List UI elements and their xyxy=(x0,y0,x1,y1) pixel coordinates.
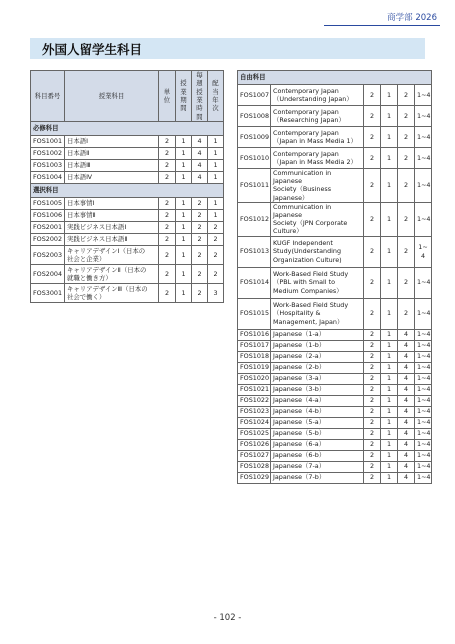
cell-year: 1 xyxy=(208,135,224,147)
table-row xyxy=(238,406,432,417)
cell-weekly: 4 xyxy=(192,159,208,171)
cell-name: Japanese（3-a） xyxy=(271,373,364,384)
cell-credits: 2 xyxy=(159,283,176,302)
table-row xyxy=(31,233,224,245)
cell-weekly: 2 xyxy=(398,298,415,329)
cell-credits: 2 xyxy=(364,85,381,106)
cell-lecture: 1 xyxy=(381,439,398,450)
cell-weekly: 4 xyxy=(398,395,415,406)
cell-lecture: 1 xyxy=(381,106,398,127)
cell-code: FOS1003 xyxy=(31,159,65,171)
cell-weekly: 4 xyxy=(398,373,415,384)
cell-lecture: 1 xyxy=(381,461,398,472)
cell-name: 日本事情Ⅱ xyxy=(65,209,159,221)
table-row xyxy=(238,329,432,340)
cell-year: 1 xyxy=(208,209,224,221)
cell-lecture: 1 xyxy=(381,267,398,298)
cell-name: Japanese（4-b） xyxy=(271,406,364,417)
cell-weekly: 4 xyxy=(398,406,415,417)
table-row xyxy=(238,461,432,472)
cell-name: キャリアデザインⅠ（日本の 社会と企業） xyxy=(65,245,159,264)
cell-lecture: 1 xyxy=(381,362,398,373)
cell-lecture: 1 xyxy=(176,197,192,209)
header-label: 商学部 2026 xyxy=(387,13,437,23)
cell-name: Work-Based Field Study （Hospitality & Management, Japan） xyxy=(271,298,364,329)
cell-code: FOS1019 xyxy=(238,362,271,373)
cell-code: FOS2003 xyxy=(31,245,65,264)
cell-lecture: 1 xyxy=(381,395,398,406)
cell-year: 1 xyxy=(208,171,224,183)
cell-code: FOS1013 xyxy=(238,236,271,267)
cell-weekly: 2 xyxy=(192,233,208,245)
cell-name: Japanese（4-a） xyxy=(271,395,364,406)
cell-year: 1~4 xyxy=(415,472,432,483)
table-row xyxy=(238,439,432,450)
cell-year: 3 xyxy=(208,283,224,302)
cell-code: FOS1026 xyxy=(238,439,271,450)
cell-weekly: 2 xyxy=(192,245,208,264)
cell-name: Communication in Japanese Society（JPN Corporate Culture） xyxy=(271,202,364,236)
cell-code: FOS2001 xyxy=(31,221,65,233)
cell-year: 2 xyxy=(208,233,224,245)
cell-credits: 2 xyxy=(364,127,381,148)
table-row xyxy=(31,264,224,283)
cell-year: 1~4 xyxy=(415,169,432,203)
cell-weekly: 2 xyxy=(398,127,415,148)
right-section-row xyxy=(238,71,432,85)
table-row xyxy=(31,147,224,159)
cell-weekly: 2 xyxy=(398,236,415,267)
section-title: 選択科目 xyxy=(31,183,224,197)
table-row xyxy=(31,171,224,183)
cell-name: Japanese（7-b） xyxy=(271,472,364,483)
table-row xyxy=(238,169,432,203)
cell-weekly: 2 xyxy=(192,209,208,221)
cell-credits: 2 xyxy=(364,329,381,340)
cell-name: Contemporary Japan （Japan in Mass Media 2） xyxy=(271,148,364,169)
cell-code: FOS1011 xyxy=(238,169,271,203)
cell-name: 日本語Ⅲ xyxy=(65,159,159,171)
table-row xyxy=(238,450,432,461)
cell-weekly: 4 xyxy=(398,329,415,340)
cell-weekly: 4 xyxy=(398,351,415,362)
cell-name: Japanese（6-b） xyxy=(271,450,364,461)
cell-name: 日本語Ⅳ xyxy=(65,171,159,183)
cell-lecture: 1 xyxy=(381,406,398,417)
cell-weekly: 2 xyxy=(398,85,415,106)
cell-year: 1~4 xyxy=(415,406,432,417)
title-band xyxy=(30,38,425,59)
table-row xyxy=(31,197,224,209)
cell-code: FOS3001 xyxy=(31,283,65,302)
col-header-name: 授業科目 xyxy=(65,71,159,122)
cell-year: 1~4 xyxy=(415,395,432,406)
cell-name: Contemporary Japan （Understanding Japan） xyxy=(271,85,364,106)
cell-weekly: 2 xyxy=(398,169,415,203)
cell-weekly: 4 xyxy=(398,384,415,395)
cell-credits: 2 xyxy=(364,450,381,461)
cell-lecture: 1 xyxy=(381,450,398,461)
cell-code: FOS1027 xyxy=(238,450,271,461)
cell-credits: 2 xyxy=(364,395,381,406)
cell-year: 2 xyxy=(208,221,224,233)
cell-lecture: 1 xyxy=(381,127,398,148)
table-row xyxy=(31,135,224,147)
cell-credits: 2 xyxy=(364,148,381,169)
cell-weekly: 4 xyxy=(192,171,208,183)
cell-lecture: 1 xyxy=(381,340,398,351)
cell-credits: 2 xyxy=(364,202,381,236)
page-title: 外国人留学生科目 xyxy=(42,42,143,57)
cell-credits: 2 xyxy=(364,351,381,362)
cell-code: FOS1029 xyxy=(238,472,271,483)
cell-year: 1 xyxy=(208,147,224,159)
header-rule xyxy=(324,25,440,26)
cell-lecture: 1 xyxy=(381,298,398,329)
cell-year: 1~4 xyxy=(415,461,432,472)
cell-name: Contemporary Japan （Japan in Mass Media 1） xyxy=(271,127,364,148)
cell-credits: 2 xyxy=(364,298,381,329)
table-row xyxy=(238,384,432,395)
cell-weekly: 4 xyxy=(192,135,208,147)
cell-name: Communication in Japanese Society（Business Japanese） xyxy=(271,169,364,203)
col-header-code: 科目番号 xyxy=(31,71,65,122)
cell-credits: 2 xyxy=(364,169,381,203)
cell-lecture: 1 xyxy=(176,221,192,233)
cell-year: 1~ 4 xyxy=(415,236,432,267)
cell-credits: 2 xyxy=(364,428,381,439)
table-row xyxy=(31,283,224,302)
cell-year: 1~4 xyxy=(415,439,432,450)
table-row xyxy=(238,236,432,267)
cell-lecture: 1 xyxy=(176,209,192,221)
cell-year: 1~4 xyxy=(415,373,432,384)
cell-credits: 2 xyxy=(364,236,381,267)
cell-lecture: 1 xyxy=(176,159,192,171)
cell-weekly: 2 xyxy=(192,283,208,302)
table-row xyxy=(31,159,224,171)
table-row xyxy=(238,267,432,298)
cell-name: Japanese（1-b） xyxy=(271,340,364,351)
cell-year: 1~4 xyxy=(415,127,432,148)
table-row xyxy=(31,221,224,233)
cell-code: FOS1014 xyxy=(238,267,271,298)
cell-lecture: 1 xyxy=(381,351,398,362)
left-header-row xyxy=(31,71,224,122)
cell-credits: 2 xyxy=(364,461,381,472)
col-header-credits: 単位 xyxy=(159,71,176,122)
cell-credits: 2 xyxy=(364,267,381,298)
cell-credits: 2 xyxy=(159,264,176,283)
cell-credits: 2 xyxy=(159,147,176,159)
table-row xyxy=(238,106,432,127)
table-row xyxy=(238,417,432,428)
table-row xyxy=(238,127,432,148)
cell-name: 日本事情Ⅰ xyxy=(65,197,159,209)
cell-weekly: 4 xyxy=(192,147,208,159)
cell-lecture: 1 xyxy=(176,171,192,183)
cell-year: 1~4 xyxy=(415,340,432,351)
table-row xyxy=(238,148,432,169)
cell-lecture: 1 xyxy=(381,373,398,384)
cell-code: FOS2002 xyxy=(31,233,65,245)
cell-name: Japanese（5-b） xyxy=(271,428,364,439)
table-row xyxy=(238,395,432,406)
cell-lecture: 1 xyxy=(176,283,192,302)
cell-weekly: 4 xyxy=(398,362,415,373)
table-row xyxy=(238,472,432,483)
cell-name: 日本語Ⅱ xyxy=(65,147,159,159)
cell-lecture: 1 xyxy=(176,264,192,283)
page-number: - 102 - xyxy=(213,613,242,623)
cell-code: FOS1010 xyxy=(238,148,271,169)
cell-weekly: 2 xyxy=(398,106,415,127)
cell-credits: 2 xyxy=(364,406,381,417)
cell-name: Japanese（6-a） xyxy=(271,439,364,450)
cell-code: FOS1025 xyxy=(238,428,271,439)
cell-weekly: 4 xyxy=(398,439,415,450)
cell-credits: 2 xyxy=(364,384,381,395)
cell-code: FOS1009 xyxy=(238,127,271,148)
cell-code: FOS1004 xyxy=(31,171,65,183)
cell-name: Japanese（5-a） xyxy=(271,417,364,428)
table-row xyxy=(31,209,224,221)
cell-credits: 2 xyxy=(159,245,176,264)
cell-weekly: 4 xyxy=(398,450,415,461)
cell-lecture: 1 xyxy=(176,245,192,264)
cell-lecture: 1 xyxy=(381,472,398,483)
cell-credits: 2 xyxy=(364,106,381,127)
table-row xyxy=(238,362,432,373)
cell-name: キャリアデザインⅡ（日本の 就職と働き方） xyxy=(65,264,159,283)
cell-code: FOS2004 xyxy=(31,264,65,283)
table-row xyxy=(238,340,432,351)
left-table-body xyxy=(31,71,224,303)
cell-name: Japanese（2-b） xyxy=(271,362,364,373)
cell-credits: 2 xyxy=(159,159,176,171)
cell-year: 1~4 xyxy=(415,298,432,329)
left-course-table xyxy=(30,70,224,303)
cell-code: FOS1002 xyxy=(31,147,65,159)
right-course-table xyxy=(237,70,432,484)
cell-year: 1~4 xyxy=(415,351,432,362)
cell-code: FOS1015 xyxy=(238,298,271,329)
cell-year: 1~4 xyxy=(415,362,432,373)
col-header-weekly: 毎週 授業 時間 xyxy=(192,71,208,122)
cell-name: Japanese（3-b） xyxy=(271,384,364,395)
cell-weekly: 4 xyxy=(398,428,415,439)
cell-lecture: 1 xyxy=(381,85,398,106)
cell-credits: 2 xyxy=(159,197,176,209)
col-header-lecture: 授業 期間 xyxy=(176,71,192,122)
cell-name: Japanese（2-a） xyxy=(271,351,364,362)
cell-weekly: 2 xyxy=(398,148,415,169)
cell-year: 1~4 xyxy=(415,106,432,127)
cell-credits: 2 xyxy=(364,340,381,351)
cell-name: KUGF Independent Study(Understanding Organization Culture) xyxy=(271,236,364,267)
cell-year: 1 xyxy=(208,159,224,171)
cell-name: Japanese（1-a） xyxy=(271,329,364,340)
cell-lecture: 1 xyxy=(381,202,398,236)
table-row xyxy=(31,245,224,264)
cell-credits: 2 xyxy=(159,135,176,147)
cell-code: FOS1020 xyxy=(238,373,271,384)
cell-credits: 2 xyxy=(364,373,381,384)
cell-code: FOS1022 xyxy=(238,395,271,406)
table-row xyxy=(238,202,432,236)
cell-code: FOS1008 xyxy=(238,106,271,127)
section-row xyxy=(31,183,224,197)
cell-weekly: 2 xyxy=(398,267,415,298)
cell-year: 2 xyxy=(208,245,224,264)
cell-code: FOS1012 xyxy=(238,202,271,236)
cell-credits: 2 xyxy=(364,439,381,450)
cell-lecture: 1 xyxy=(381,236,398,267)
section-row xyxy=(31,121,224,135)
cell-year: 1~4 xyxy=(415,450,432,461)
cell-year: 1~4 xyxy=(415,329,432,340)
table-row xyxy=(238,351,432,362)
section-free: 自由科目 xyxy=(238,71,432,85)
cell-lecture: 1 xyxy=(381,148,398,169)
cell-lecture: 1 xyxy=(176,135,192,147)
cell-lecture: 1 xyxy=(176,233,192,245)
cell-code: FOS1006 xyxy=(31,209,65,221)
cell-credits: 2 xyxy=(364,362,381,373)
cell-name: 実践ビジネス日本語Ⅱ xyxy=(65,233,159,245)
cell-credits: 2 xyxy=(364,417,381,428)
cell-lecture: 1 xyxy=(381,384,398,395)
cell-year: 1~4 xyxy=(415,85,432,106)
cell-year: 1~4 xyxy=(415,384,432,395)
cell-code: FOS1016 xyxy=(238,329,271,340)
cell-lecture: 1 xyxy=(381,169,398,203)
cell-credits: 2 xyxy=(159,209,176,221)
cell-year: 1~4 xyxy=(415,417,432,428)
cell-code: FOS1021 xyxy=(238,384,271,395)
cell-credits: 2 xyxy=(159,221,176,233)
cell-credits: 2 xyxy=(159,233,176,245)
cell-year: 1~4 xyxy=(415,148,432,169)
cell-name: 実践ビジネス日本語Ⅰ xyxy=(65,221,159,233)
cell-weekly: 2 xyxy=(192,221,208,233)
table-row xyxy=(238,428,432,439)
cell-lecture: 1 xyxy=(381,417,398,428)
col-header-year: 配当 年次 xyxy=(208,71,224,122)
cell-code: FOS1001 xyxy=(31,135,65,147)
cell-weekly: 4 xyxy=(398,461,415,472)
cell-year: 1~4 xyxy=(415,202,432,236)
cell-weekly: 4 xyxy=(398,340,415,351)
cell-name: Japanese（7-a） xyxy=(271,461,364,472)
cell-weekly: 4 xyxy=(398,472,415,483)
cell-code: FOS1005 xyxy=(31,197,65,209)
cell-weekly: 2 xyxy=(192,264,208,283)
cell-weekly: 4 xyxy=(398,417,415,428)
cell-name: 日本語Ⅰ xyxy=(65,135,159,147)
cell-lecture: 1 xyxy=(176,147,192,159)
cell-year: 1~4 xyxy=(415,267,432,298)
cell-code: FOS1017 xyxy=(238,340,271,351)
cell-code: FOS1007 xyxy=(238,85,271,106)
cell-lecture: 1 xyxy=(381,428,398,439)
cell-credits: 2 xyxy=(364,472,381,483)
cell-name: Contemporary Japan （Researching Japan） xyxy=(271,106,364,127)
cell-credits: 2 xyxy=(159,171,176,183)
cell-code: FOS1023 xyxy=(238,406,271,417)
cell-weekly: 2 xyxy=(398,202,415,236)
cell-weekly: 2 xyxy=(192,197,208,209)
table-row xyxy=(238,373,432,384)
table-row xyxy=(238,298,432,329)
cell-code: FOS1024 xyxy=(238,417,271,428)
table-row xyxy=(238,85,432,106)
cell-year: 1~4 xyxy=(415,428,432,439)
cell-year: 2 xyxy=(208,264,224,283)
cell-year: 1 xyxy=(208,197,224,209)
cell-lecture: 1 xyxy=(381,329,398,340)
right-table-body xyxy=(238,71,432,484)
section-title: 必修科目 xyxy=(31,121,224,135)
cell-name: Work-Based Field Study （PBL with Small to Medium Companies） xyxy=(271,267,364,298)
cell-code: FOS1018 xyxy=(238,351,271,362)
cell-code: FOS1028 xyxy=(238,461,271,472)
cell-name: キャリアデザインⅢ（日本の 社会で働く） xyxy=(65,283,159,302)
